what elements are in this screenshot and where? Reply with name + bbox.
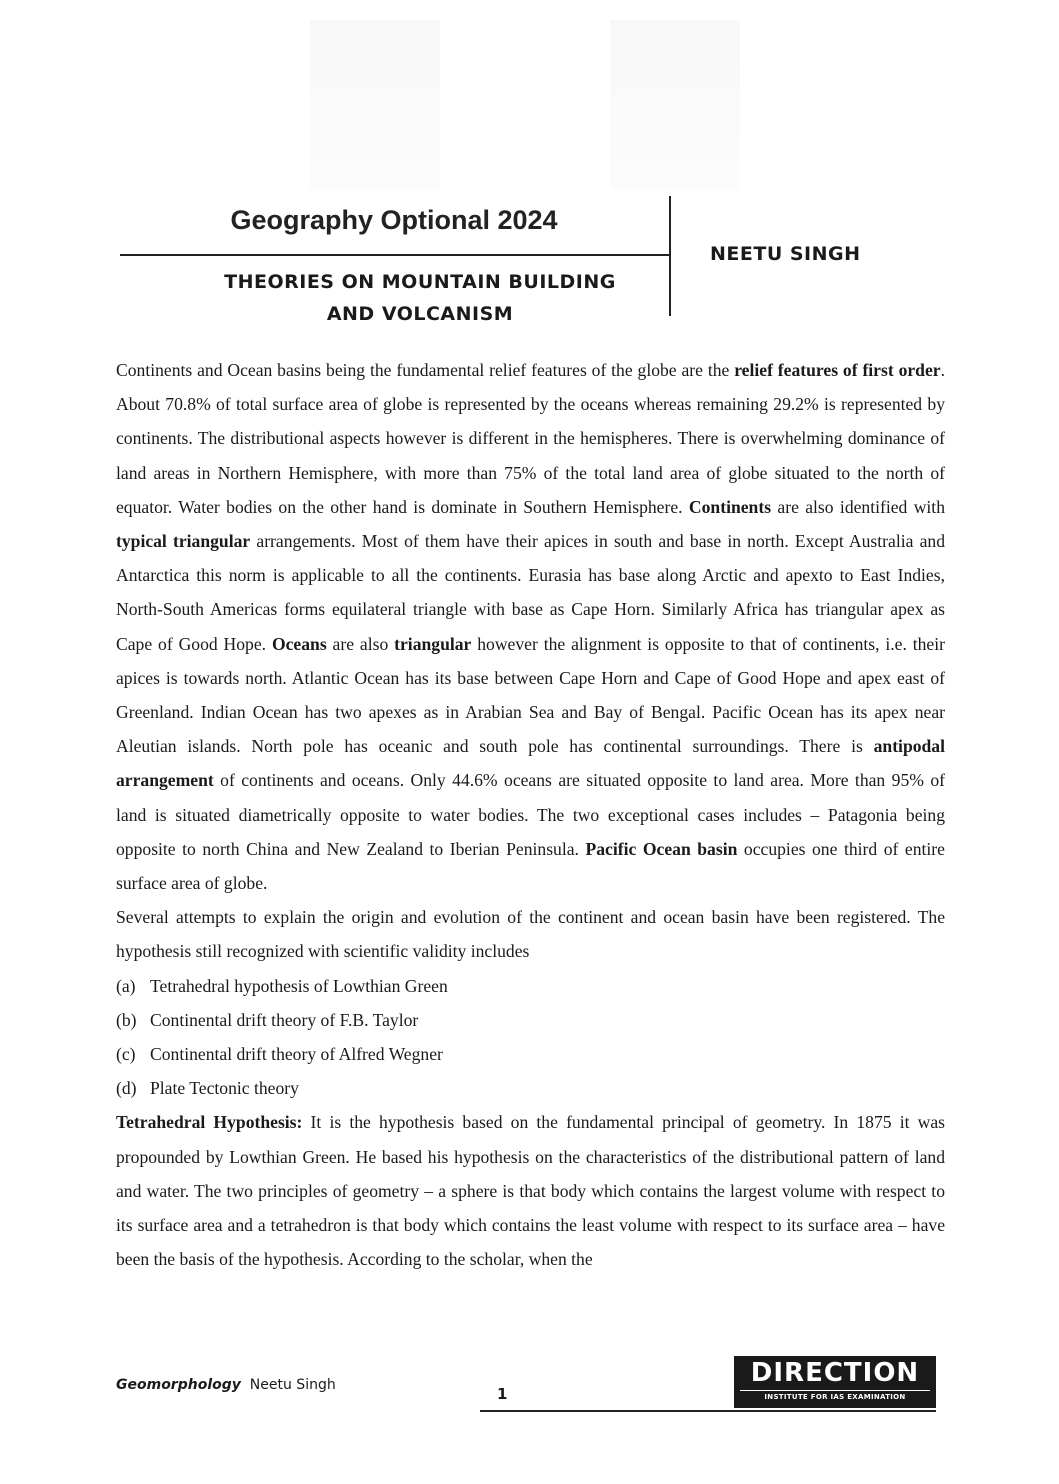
bold-term: Oceans xyxy=(271,633,327,654)
text-run: are also identified with xyxy=(771,496,945,517)
scan-watermark-left xyxy=(310,20,440,190)
page-number: 1 xyxy=(497,1385,508,1403)
list-item-text: Tetrahedral hypothesis of Lowthian Green xyxy=(150,975,448,996)
footer-divider xyxy=(480,1410,936,1412)
bold-term: triangular xyxy=(394,633,472,654)
bold-term: typical triangular xyxy=(116,531,251,552)
logo-brand: DIRECTION xyxy=(750,1358,920,1388)
hypothesis-list xyxy=(116,969,945,1106)
text-run: occupies one third of entire surface area of globe. xyxy=(116,838,945,894)
tetrahedral-heading: Tetrahedral Hypothesis: xyxy=(116,1112,303,1133)
tetrahedral-text: It is the hypothesis based on the fundamental principal of geometry. In 1875 it was propounded by Lowthian Green. He based his hypothesis on the characteristics of the distributional pattern of land and water. The two principles of geometry – a sphere is that body which contains the largest volume with respect to its surface area and a tetrahedron is that body which contains the least volume with respect to its surface area – have been the basis of the hypothesis. According to the scholar, when the xyxy=(116,1112,945,1270)
chapter-title xyxy=(150,266,690,330)
page-title: Geography Optional 2024 xyxy=(230,205,558,235)
intro-paragraph xyxy=(116,353,945,900)
chapter-title-line2: AND VOLCANISM xyxy=(326,303,514,325)
list-item xyxy=(116,1071,945,1105)
text-run: . About 70.8% of total surface area of globe is represented by the oceans whereas remaining 29.2% is represented by continents. The distributional aspects however is different in the hemispheres. There is overwhelming dominance of land areas in Northern Hemisphere, with more than 75% of the total land area of globe situated to the north of equator. Water bodies on the other hand is dominate in Southern Hemisphere. xyxy=(116,360,945,517)
text-run: arrangements. Most of them have their apices in south and base in north. Except Australia and Antarctica this norm is applicable to all the continents. Eurasia has base along Arctic and apexto to East Indies, North-South Americas forms equilateral triangle with base as Cape Horn. Similarly Africa has triangular apex as Cape of Good Hope. xyxy=(116,531,945,654)
author-name: NEETU SINGH xyxy=(710,243,861,265)
logo-tagline: INSTITUTE FOR IAS EXAMINATION xyxy=(740,1390,930,1403)
scan-watermark-right xyxy=(610,20,740,190)
text-run: Continents and Ocean basins being the fundamental relief features of the globe are the xyxy=(116,360,735,380)
list-item-text: Plate Tectonic theory xyxy=(150,1078,299,1099)
list-item xyxy=(116,1003,945,1037)
list-item-label: (a) xyxy=(116,975,136,996)
main-content xyxy=(116,353,945,1276)
list-item-label: (d) xyxy=(116,1078,137,1099)
attempts-paragraph: Several attempts to explain the origin and evolution of the continent and ocean basin have been registered. The hypothesis still recognized with scientific validity includes xyxy=(116,907,945,962)
text-run: are also xyxy=(326,633,395,654)
tetrahedral-paragraph xyxy=(116,1105,945,1276)
list-item-text: Continental drift theory of F.B. Taylor xyxy=(150,1009,419,1030)
list-item xyxy=(116,969,945,1003)
chapter-title-line1: THEORIES ON MOUNTAIN BUILDING xyxy=(224,271,616,293)
header-divider xyxy=(120,254,670,256)
list-item-label: (b) xyxy=(116,1009,137,1030)
footer-subject xyxy=(116,1377,336,1393)
footer-subject-name: Geomorphology xyxy=(116,1377,241,1393)
footer-author: Neetu Singh xyxy=(249,1377,336,1393)
text-run: however the alignment is opposite to that of continents, i.e. their apices is towards north. Atlantic Ocean has its base between Cape Horn and Cape of Good Hope and apex east of Greenland. Indian Ocean has two apexes as in Arabian Sea and Bay of Bengal. Pacific Ocean has its apex near Aleutian islands. North pole has oceanic and south pole has continental surroundings. There is xyxy=(116,633,945,757)
direction-logo xyxy=(734,1356,936,1408)
list-item-text: Continental drift theory of Alfred Wegner xyxy=(150,1044,443,1065)
list-item xyxy=(116,1037,945,1071)
text-run: of continents and oceans. Only 44.6% oceans are situated opposite to land area. More than 95% of land is situated diametrically opposite to water bodies. The two exceptional cases includes – Patagonia being opposite to north China and New Zealand to Iberian Peninsula. xyxy=(116,770,945,859)
bold-term: antipodal arrangement xyxy=(116,736,945,791)
bold-term: relief features of first order xyxy=(734,360,941,380)
list-item-label: (c) xyxy=(116,1044,136,1065)
bold-term: Pacific Ocean basin xyxy=(585,838,738,859)
bold-term: Continents xyxy=(688,496,772,517)
